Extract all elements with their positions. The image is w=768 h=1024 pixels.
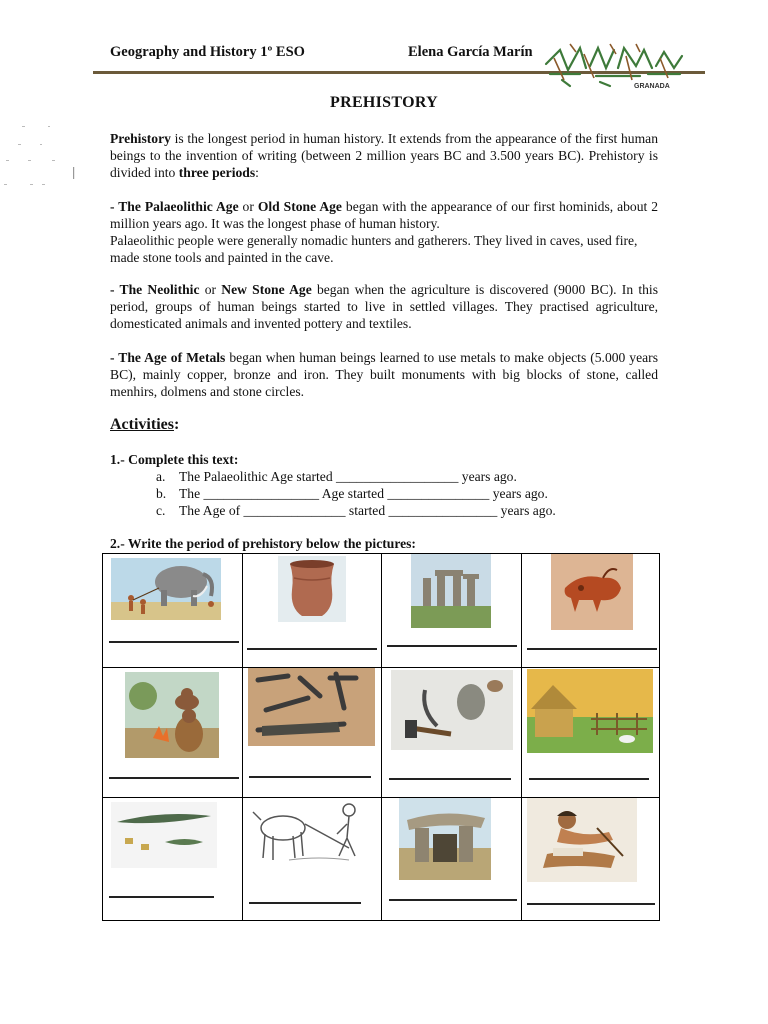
metals-paragraph xyxy=(110,349,658,400)
answer-line xyxy=(247,648,377,650)
stone-carving-picture xyxy=(527,798,637,882)
item-text: The _________________ Age started _______________ years ago. xyxy=(179,486,548,501)
header-subject: Geography and History 1º ESO xyxy=(110,44,305,60)
granada-logo xyxy=(540,40,690,92)
intro-lead: Prehistory xyxy=(110,131,171,146)
neo-text: began when the agriculture is discovered (9000 BC). In this period, groups of human beings started to live in settled villages. They practised agriculture, domesticated animals and invented pottery and textiles. xyxy=(110,282,658,331)
logo-text: GRANADA xyxy=(634,83,670,90)
intro-end: : xyxy=(255,165,259,180)
stone-tools-picture xyxy=(391,670,513,750)
answer-line xyxy=(109,896,214,898)
dolmen-picture xyxy=(399,798,491,880)
grid-divider xyxy=(103,667,659,668)
stonehenge-picture xyxy=(411,554,491,628)
page-title: PREHISTORY xyxy=(330,94,438,111)
activities-heading xyxy=(110,416,179,434)
intro-text: is the longest period in human history. It extends from the appearance of the first human beings to the invention of writing (between 2 million years BC and 3.500 years BC). Prehistory is divided into xyxy=(110,131,658,180)
neo-name2: New Stone Age xyxy=(221,282,312,297)
palaeo-or: or xyxy=(238,199,258,214)
answer-line xyxy=(109,777,239,779)
answer-line xyxy=(527,648,657,650)
palaeo-text1: began with the appearance of our first hominids, about 2 million years ago. It was the longest phase of human history. xyxy=(110,199,658,231)
metals-text: began when human beings learned to use metals to make objects (5.000 years BC), mainly copper, bronze and iron. They built monuments with big blocks of stone, called menhirs, dolmens and stone circles. xyxy=(110,350,658,399)
early-humans-fire-picture xyxy=(125,672,219,758)
palaeo-name: The Palaeolithic Age xyxy=(118,199,239,214)
scan-marks xyxy=(0,120,80,200)
answer-line xyxy=(529,778,649,780)
answer-line xyxy=(387,645,517,647)
palaeolithic-paragraph xyxy=(110,198,658,266)
intro-bold: three periods xyxy=(178,165,256,180)
item-text: The Palaeolithic Age started __________________ years ago. xyxy=(179,469,517,484)
answer-line xyxy=(249,902,361,904)
pottery-picture xyxy=(278,556,346,622)
neolithic-paragraph xyxy=(110,281,658,332)
palaeo-text2: Palaeolithic people were generally nomadic hunters and gatherers. They lived in caves, used fire, made stone tools and painted in the cave. xyxy=(110,233,638,265)
grid-divider xyxy=(242,554,243,920)
picture-grid xyxy=(102,553,660,921)
answer-line xyxy=(389,899,517,901)
question-1-item-b xyxy=(156,486,548,502)
item-letter: a. xyxy=(156,469,166,484)
question-1-label: 1.- Complete this text: xyxy=(110,452,239,467)
metals-name: The Age of Metals xyxy=(118,350,226,365)
answer-line xyxy=(109,641,239,643)
cave-painting-picture xyxy=(551,554,633,630)
item-text: The Age of _______________ started ________________ years ago. xyxy=(179,503,556,518)
palaeo-name2: Old Stone Age xyxy=(257,199,342,214)
palaeo-dash: - xyxy=(110,199,119,214)
question-1-item-a xyxy=(156,469,517,485)
grid-divider xyxy=(521,554,522,920)
intro-paragraph xyxy=(110,130,658,181)
neo-or: or xyxy=(199,282,222,297)
activities-colon: : xyxy=(173,416,180,433)
metals-dash: - xyxy=(110,350,119,365)
ox-plough-picture xyxy=(249,798,365,870)
answer-line xyxy=(249,776,371,778)
question-1-item-c xyxy=(156,503,556,519)
activities-label: Activities xyxy=(110,416,174,433)
mammoth-hunt-picture xyxy=(111,558,221,620)
answer-line xyxy=(389,778,511,780)
item-letter: b. xyxy=(156,486,167,501)
bronze-weapons-picture xyxy=(111,802,217,868)
metal-tools-picture xyxy=(248,668,375,746)
question-2-label: 2.- Write the period of prehistory below the pictures: xyxy=(110,536,416,551)
header-author: Elena García Marín xyxy=(408,44,533,60)
neo-name: The Neolithic xyxy=(119,282,200,297)
neo-dash: - xyxy=(110,282,120,297)
grid-divider xyxy=(381,554,382,920)
answer-line xyxy=(527,903,655,905)
item-letter: c. xyxy=(156,503,166,518)
neolithic-village-picture xyxy=(527,669,653,753)
